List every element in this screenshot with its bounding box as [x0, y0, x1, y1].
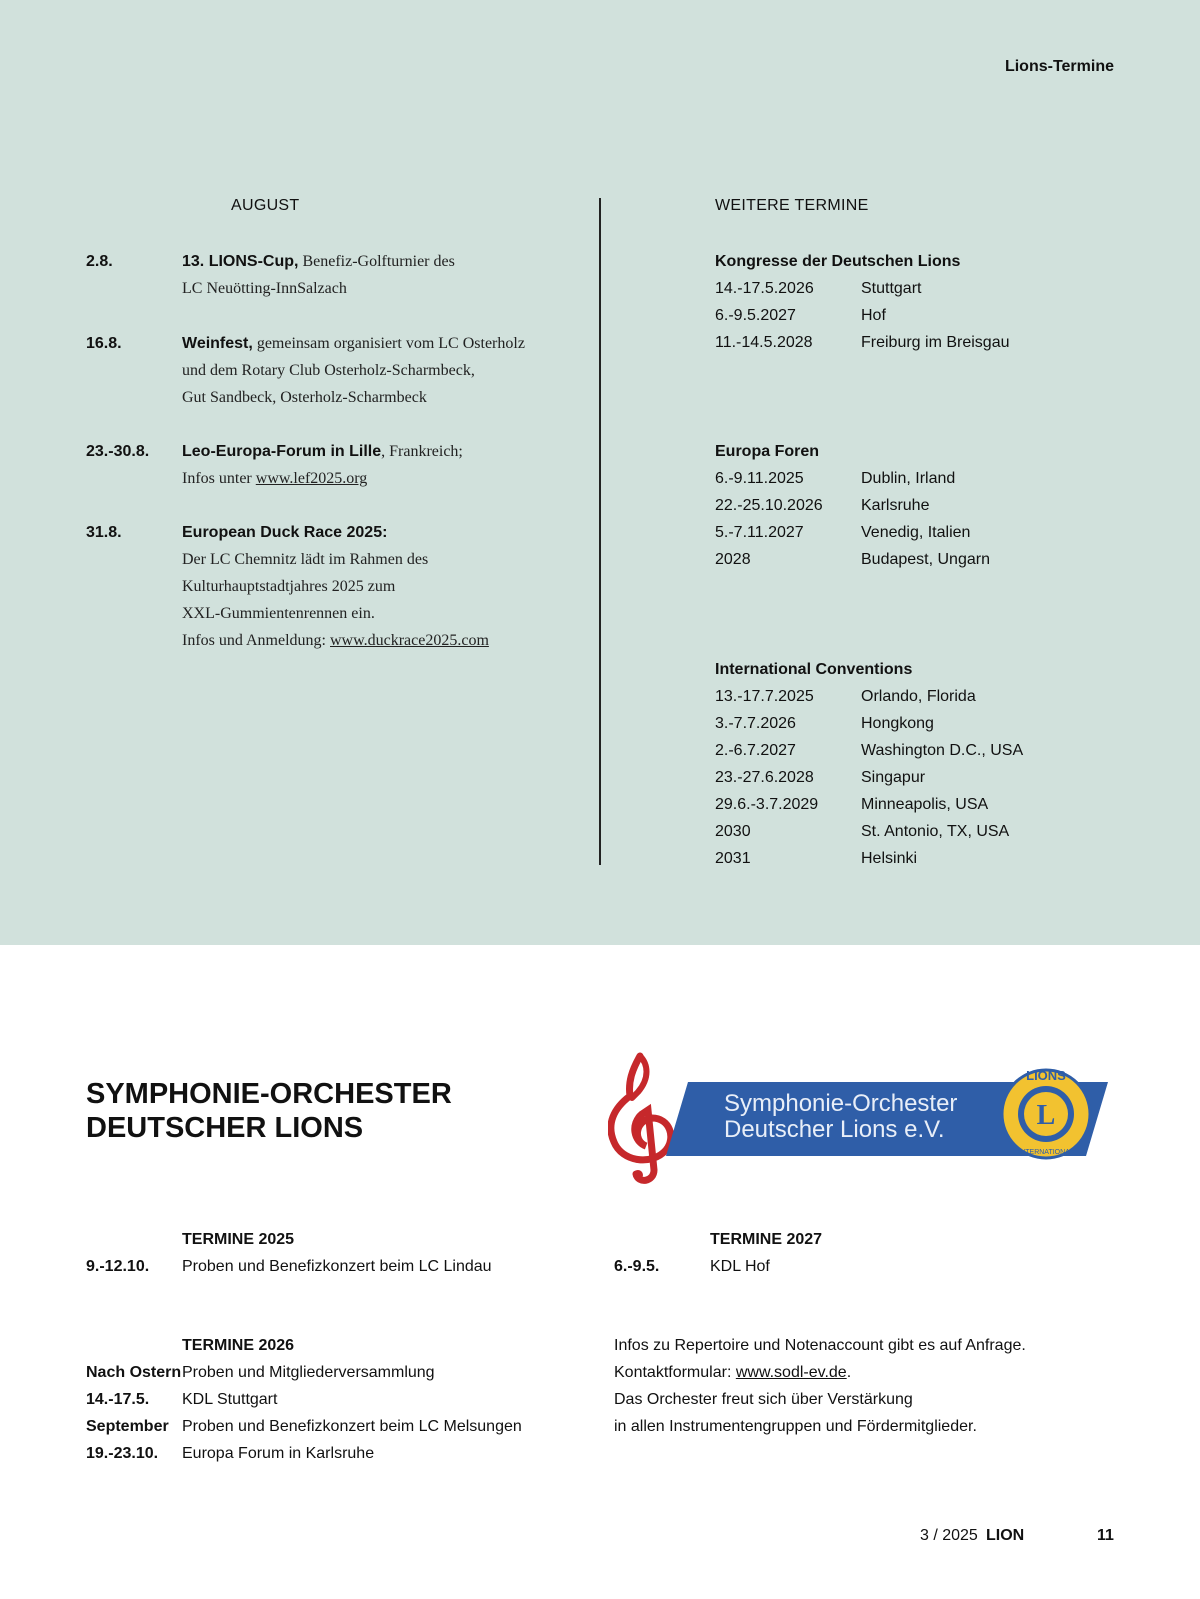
footer-issue: 3 / 2025 — [920, 1527, 978, 1544]
termine-date: 6.-9.5.2027 — [715, 307, 796, 324]
termine-row — [715, 764, 1135, 791]
termine-date: September — [86, 1418, 169, 1435]
termine-date: 6.-9.11.2025 — [715, 470, 804, 487]
termine-2027 — [614, 1226, 1134, 1280]
group-title: International Conventions — [715, 661, 913, 678]
termine-row — [715, 465, 1135, 492]
termine-place: Singapur — [861, 769, 926, 786]
termine-text: Europa Forum in Karlsruhe — [182, 1445, 375, 1462]
termine-row — [86, 1440, 606, 1467]
termine-row — [715, 710, 1135, 737]
termine-row — [614, 1253, 1134, 1280]
termine-text: Proben und Mitgliederversammlung — [182, 1364, 435, 1381]
event-title: Leo-Europa-Forum in Lille — [182, 443, 382, 460]
termine-place: Karlsruhe — [861, 497, 930, 514]
termine-row — [86, 1386, 606, 1413]
orchestra-logo — [608, 1050, 1118, 1190]
termine-date: 2028 — [715, 551, 751, 568]
event-description — [182, 519, 582, 654]
termine-date: 2030 — [715, 823, 751, 840]
event-text: , Frankreich; — [381, 443, 463, 460]
weitere-heading: WEITERE TERMINE — [715, 197, 869, 214]
event-text: Der LC Chemnitz lädt im Rahmen des — [182, 551, 429, 568]
info-line: Infos zu Repertoire und Notenaccount gibt es auf Anfrage. — [614, 1337, 1026, 1354]
termine-date: 5.-7.11.2027 — [715, 524, 804, 541]
termine-row — [715, 302, 1135, 329]
termine-date: 23.-27.6.2028 — [715, 769, 814, 786]
event-date: 2.8. — [86, 253, 113, 270]
event-description — [182, 248, 582, 302]
emblem-top-text: LIONS — [1026, 1068, 1066, 1083]
termine-date: 2.-6.7.2027 — [715, 742, 796, 759]
footer-brand: LION — [986, 1527, 1025, 1544]
info-text: Kontaktformular: — [614, 1364, 736, 1381]
event-text: Gut Sandbeck, Osterholz-Scharmbeck — [182, 389, 427, 406]
termine-text: KDL Stuttgart — [182, 1391, 278, 1408]
info-line: Das Orchester freut sich über Verstärkung — [614, 1391, 913, 1408]
termine-date: 2031 — [715, 850, 751, 867]
emblem-letter: L — [1036, 1100, 1056, 1131]
info-line — [614, 1359, 1026, 1386]
termine-date: 11.-14.5.2028 — [715, 334, 813, 351]
event-description — [182, 438, 582, 492]
event-text: gemeinsam organisiert vom LC Osterholz — [252, 335, 525, 352]
termine-2026 — [86, 1332, 606, 1467]
event-date: 23.-30.8. — [86, 443, 150, 460]
emblem-bottom-text: INTERNATIONAL — [1018, 1149, 1074, 1156]
logo-text-line: Deutscher Lions e.V. — [724, 1116, 945, 1143]
group-title: Kongresse der Deutschen Lions — [715, 253, 961, 270]
termine-date: 19.-23.10. — [86, 1445, 159, 1462]
termine-row — [86, 1413, 606, 1440]
termine-row — [715, 546, 1135, 573]
event-link[interactable]: www.lef2025.org — [255, 470, 368, 487]
termine-text: Proben und Benefizkonzert beim LC Melsungen — [182, 1418, 522, 1435]
event-title: 13. LIONS-Cup, — [182, 253, 299, 270]
section-title: Lions-Termine — [1004, 58, 1114, 75]
termine-date: 3.-7.7.2026 — [715, 715, 796, 732]
termine-row — [715, 791, 1135, 818]
termine-text: KDL Hof — [710, 1258, 770, 1275]
termine-text: Proben und Benefizkonzert beim LC Lindau — [182, 1258, 492, 1275]
termine-row — [715, 845, 1135, 872]
termine-heading: TERMINE 2026 — [182, 1337, 295, 1354]
termine-place: Budapest, Ungarn — [861, 551, 990, 568]
termine-group-conventions — [715, 656, 1135, 872]
termine-row — [715, 818, 1135, 845]
termine-row — [86, 1359, 606, 1386]
event-text: XXL-Gummientenrennen ein. — [182, 605, 375, 622]
orchestra-logo-graphic — [608, 1050, 1118, 1190]
event-text: Kulturhauptstadtjahres 2025 zum — [182, 578, 396, 595]
event-text: LC Neuötting-InnSalzach — [182, 280, 347, 297]
termine-place: Hof — [861, 307, 886, 324]
event-date: 16.8. — [86, 335, 122, 352]
termine-place: St. Antonio, TX, USA — [861, 823, 1010, 840]
termine-place: Orlando, Florida — [861, 688, 976, 705]
termine-date: 13.-17.7.2025 — [715, 688, 814, 705]
info-text: . — [846, 1364, 852, 1381]
orchestra-title-line: SYMPHONIE-ORCHESTER — [86, 1078, 452, 1110]
event-description — [182, 330, 582, 411]
logo-text-line: Symphonie-Orchester — [724, 1090, 958, 1117]
termine-2025 — [86, 1226, 606, 1280]
termine-row — [715, 737, 1135, 764]
termine-date: Nach Ostern — [86, 1364, 182, 1381]
termine-heading: TERMINE 2027 — [710, 1231, 823, 1248]
info-line: in allen Instrumentengruppen und Fördermitglieder. — [614, 1418, 977, 1435]
page-number: 11 — [1097, 1527, 1114, 1544]
group-title: Europa Foren — [715, 443, 820, 460]
lions-emblem-icon — [1002, 1068, 1090, 1158]
event-text: und dem Rotary Club Osterholz-Scharmbeck, — [182, 362, 475, 379]
termine-place: Hongkong — [861, 715, 934, 732]
event-title: Weinfest, — [182, 335, 253, 352]
treble-clef-icon — [611, 1056, 671, 1180]
termine-date: 6.-9.5. — [614, 1258, 660, 1275]
termine-date: 14.-17.5. — [86, 1391, 150, 1408]
termine-row — [715, 492, 1135, 519]
event-date: 31.8. — [86, 524, 122, 541]
event-text: Infos unter — [182, 470, 256, 487]
event-text: Infos und Anmeldung: — [182, 632, 330, 649]
column-divider — [599, 198, 601, 865]
termine-row — [715, 329, 1135, 356]
termine-place: Venedig, Italien — [861, 524, 971, 541]
termine-date: 9.-12.10. — [86, 1258, 150, 1275]
termine-group-kongresse — [715, 248, 1135, 356]
orchestra-title — [86, 1077, 452, 1145]
termine-group-europa-foren — [715, 438, 1135, 573]
termine-heading: TERMINE 2025 — [182, 1231, 295, 1248]
termine-place: Washington D.C., USA — [861, 742, 1024, 759]
contact-link[interactable]: www.sodl-ev.de — [735, 1364, 847, 1381]
termine-date: 29.6.-3.7.2029 — [715, 796, 819, 813]
termine-row — [715, 275, 1135, 302]
termine-place: Freiburg im Breisgau — [861, 334, 1010, 351]
termine-place: Helsinki — [861, 850, 918, 867]
orchestra-info — [614, 1332, 1026, 1440]
termine-date: 14.-17.5.2026 — [715, 280, 814, 297]
termine-row — [715, 683, 1135, 710]
termine-row — [715, 519, 1135, 546]
event-link[interactable]: www.duckrace2025.com — [330, 632, 489, 649]
orchestra-title-line: DEUTSCHER LIONS — [86, 1112, 364, 1144]
termine-date: 22.-25.10.2026 — [715, 497, 823, 514]
termine-row — [86, 1253, 606, 1280]
termine-place: Minneapolis, USA — [861, 796, 989, 813]
termine-place: Dublin, Irland — [861, 470, 956, 487]
event-title: European Duck Race 2025: — [182, 524, 388, 541]
august-heading: AUGUST — [231, 197, 300, 214]
termine-place: Stuttgart — [861, 280, 922, 297]
event-text: Benefiz-Golfturnier des — [298, 253, 455, 270]
